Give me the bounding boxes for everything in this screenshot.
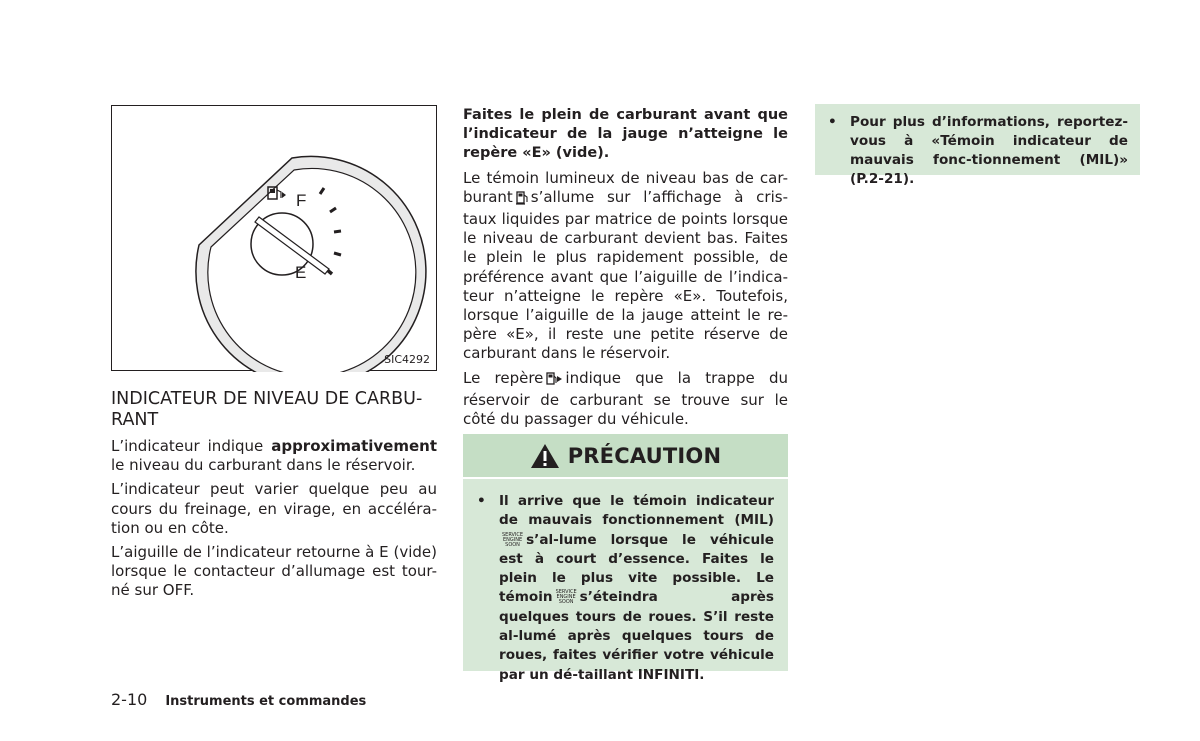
text: Le repère: [463, 368, 544, 387]
info-box: [815, 104, 1140, 187]
text: L’indicateur indique: [111, 437, 272, 455]
icon-text: SOON: [505, 541, 520, 548]
column-2-body: [463, 106, 788, 429]
icon-text: SERVICE: [555, 589, 577, 596]
paragraph: L’aiguille de l’indicateur retourne à E (vide) lorsque le contacteur d’allumage est tour-né sur OFF.: [111, 543, 437, 600]
caution-body: [477, 492, 774, 685]
fuel-gauge-figure: [111, 105, 437, 371]
gauge-empty-label: E: [295, 263, 307, 282]
page-number: 2-10: [111, 690, 148, 709]
list-item: [828, 113, 1128, 189]
icon-text: ENGINE: [556, 594, 576, 601]
text: s’éteindra après quelques tours de roues. S’il reste al-lumé après quelques tours de roues, faites vérifier votre véhicule par un dé-taillant INFINITI.: [499, 589, 774, 683]
paragraph: L’indicateur peut varier quelque peu au cours du freinage, en virage, en accéléra-tion ou en côte.: [111, 480, 437, 537]
paragraph: [111, 437, 437, 475]
fuel-door-side-icon: [545, 372, 563, 391]
text: s’allume sur l’affichage à cris-taux liquides par matrice de points lorsque le niveau de carburant devient bas. Faites le plein le plus rapidement possible, de préférence avant que l’aiguille de l’indica-teur n’atteigne le repère «E». Toutefois, lorsque l’aiguille de la jauge atteint le re-père «E», il reste une petite réserve de carburant dans le réservoir.: [463, 187, 788, 363]
caution-box: [463, 434, 788, 683]
emphasis-text: approximativement: [271, 437, 437, 455]
text: indique que la trappe du réservoir de carburant se trouve sur le côté du passager du véhicule.: [463, 368, 788, 429]
column-1-body: [111, 437, 437, 601]
figure-code: SIC4292: [384, 353, 430, 366]
icon-text: SOON: [558, 599, 574, 606]
low-fuel-warning-icon: [515, 191, 529, 210]
section-heading: INDICATEUR DE NIVEAU DE CARBU-RANT: [111, 389, 423, 430]
bullet: •: [477, 493, 486, 509]
page-footer: [111, 690, 366, 709]
caution-title: PRÉCAUTION: [567, 443, 722, 468]
gauge-tick: [334, 253, 341, 255]
service-engine-soon-icon: [502, 533, 523, 548]
warning-triangle-icon: [530, 443, 560, 469]
list-item-text: [499, 492, 774, 685]
text: Le témoin lumineux de niveau bas de car-burant: [463, 168, 788, 206]
bullet: •: [828, 114, 837, 130]
chapter-title: Instruments et commandes: [165, 694, 367, 709]
fuel-gauge-illustration: [112, 106, 438, 372]
lead-paragraph: Faites le plein de carburant avant que l’indicateur de la jauge n’atteigne le repère «E» (vide).: [463, 107, 788, 162]
list-item: [477, 492, 774, 685]
icon-text: ENGINE: [502, 536, 523, 543]
text: le niveau du carburant dans le réservoir.: [111, 456, 416, 475]
gauge-full-label: F: [296, 191, 307, 210]
paragraph: [463, 369, 788, 430]
icon-text: SERVICE: [502, 531, 524, 538]
service-engine-soon-icon: [556, 590, 577, 605]
text: s’al-lume lorsque le véhicule est à court d’essence. Faites le plein le plus vite possible. Le témoin: [499, 531, 774, 606]
text: Il arrive que le témoin indicateur de mauvais fonctionnement (MIL): [499, 493, 774, 529]
info-text: Pour plus d’informations, reportez-vous à «Témoin indicateur de mauvais fonc-tionnement (MIL)» (P.2-21).: [850, 114, 1128, 187]
gauge-tick: [334, 231, 341, 232]
paragraph: [463, 169, 788, 364]
caution-header: [463, 434, 788, 479]
